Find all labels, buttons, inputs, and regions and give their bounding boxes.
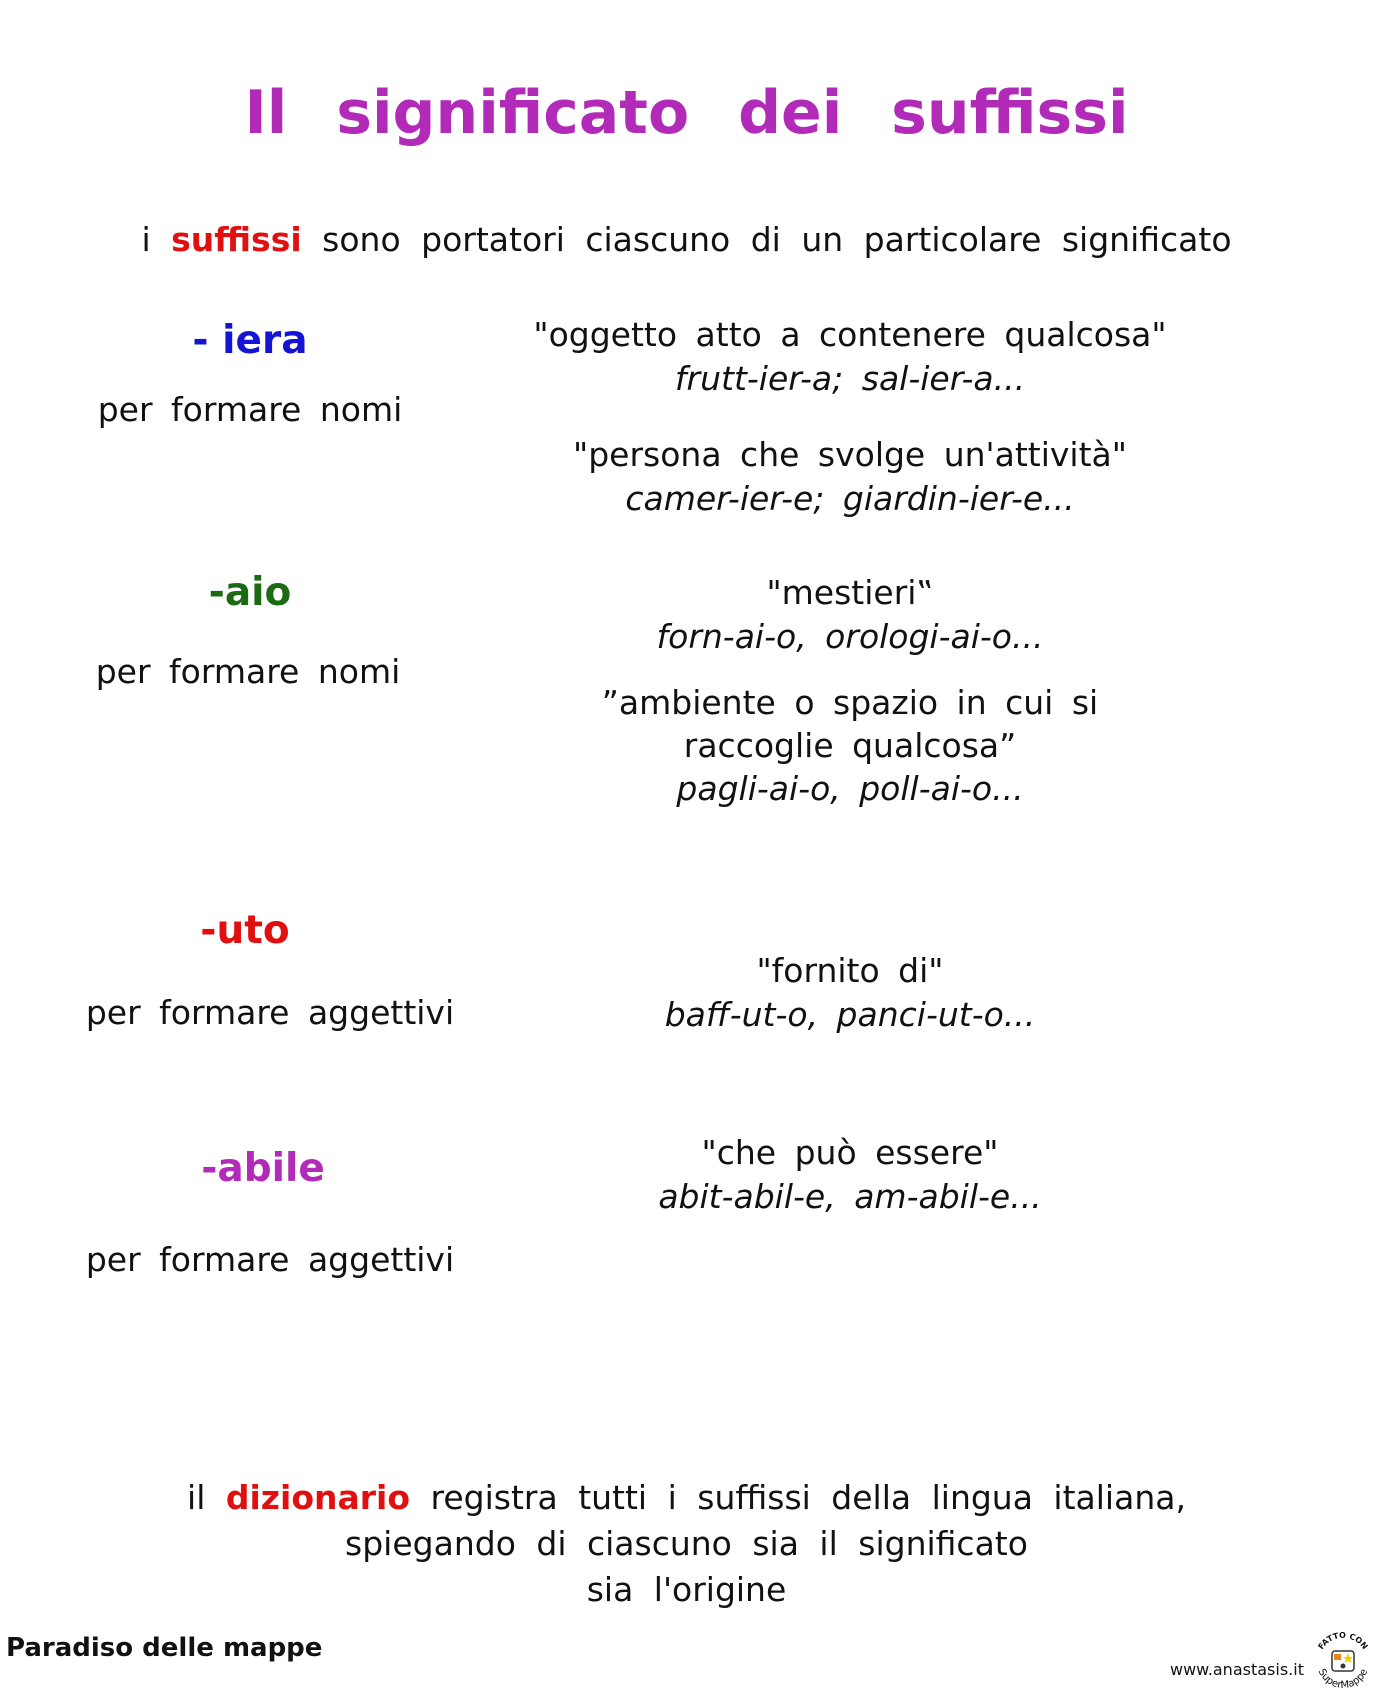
example-abile: abit-abil-e, am-abil-e... bbox=[658, 1177, 1042, 1216]
outro-line-1 bbox=[0, 1475, 1373, 1521]
svg-text:FATTO CON bbox=[1317, 1631, 1370, 1651]
example-aio-2: pagli-ai-o, poll-ai-o... bbox=[676, 769, 1024, 808]
outro-keyword: dizionario bbox=[225, 1478, 411, 1517]
meaning-iera-1: "oggetto atto a contenere qualcosa" bbox=[533, 315, 1167, 354]
example-iera-1: frutt-ier-a; sal-ier-a... bbox=[674, 359, 1026, 398]
footer-website[interactable]: www.anastasis.it bbox=[1170, 1660, 1304, 1679]
suffix-aio: -aio bbox=[208, 570, 292, 615]
meaning-aio-1: "mestieri‟ bbox=[766, 573, 934, 612]
meaning-iera-2: "persona che svolge un'attività" bbox=[573, 435, 1127, 474]
example-uto: baff-ut-o, panci-ut-o... bbox=[664, 995, 1036, 1034]
example-iera-2: camer-ier-e; giardin-ier-e... bbox=[625, 479, 1075, 518]
intro-sentence bbox=[0, 220, 1373, 259]
outro-paragraph bbox=[0, 1475, 1373, 1613]
intro-rest: sono portatori ciascuno di un particolare significato bbox=[322, 220, 1232, 259]
outro-line-2: spiegando di ciascuno sia il significato bbox=[345, 1524, 1028, 1563]
example-aio-1: forn-ai-o, orologi-ai-o... bbox=[656, 617, 1044, 656]
page-title: Il significato dei suffissi bbox=[244, 78, 1129, 148]
supermappe-logo-svg bbox=[1310, 1629, 1373, 1699]
logo-text-top: FATTO CON bbox=[1316, 1630, 1370, 1652]
outro-line-1-rest: registra tutti i suffissi della lingua italiana, bbox=[430, 1478, 1186, 1517]
logo-text-bottom: SuperMappe bbox=[1315, 1667, 1371, 1692]
meaning-aio-2-line1: ”ambiente o spazio in cui si bbox=[601, 683, 1099, 722]
intro-keyword: suffissi bbox=[171, 220, 302, 259]
meaning-aio-2-line2: raccoglie qualcosa” bbox=[683, 726, 1017, 765]
intro-prefix: i bbox=[141, 220, 151, 259]
purpose-abile: per formare aggettivi bbox=[85, 1240, 455, 1279]
outro-line-3: sia l'origine bbox=[586, 1570, 787, 1609]
purpose-iera: per formare nomi bbox=[97, 390, 403, 429]
purpose-aio: per formare nomi bbox=[95, 652, 401, 691]
outro-prefix: il bbox=[187, 1478, 206, 1517]
meaning-uto: "fornito di" bbox=[756, 951, 944, 990]
supermappe-logo-icon bbox=[1300, 1610, 1371, 1692]
meaning-abile: "che può essere" bbox=[701, 1133, 999, 1172]
suffix-iera: - iera bbox=[192, 318, 308, 363]
purpose-uto: per formare aggettivi bbox=[85, 993, 455, 1032]
suffix-uto: -uto bbox=[200, 908, 290, 953]
footer-brand: Paradiso delle mappe bbox=[6, 1633, 323, 1663]
suffix-abile: -abile bbox=[201, 1146, 325, 1191]
